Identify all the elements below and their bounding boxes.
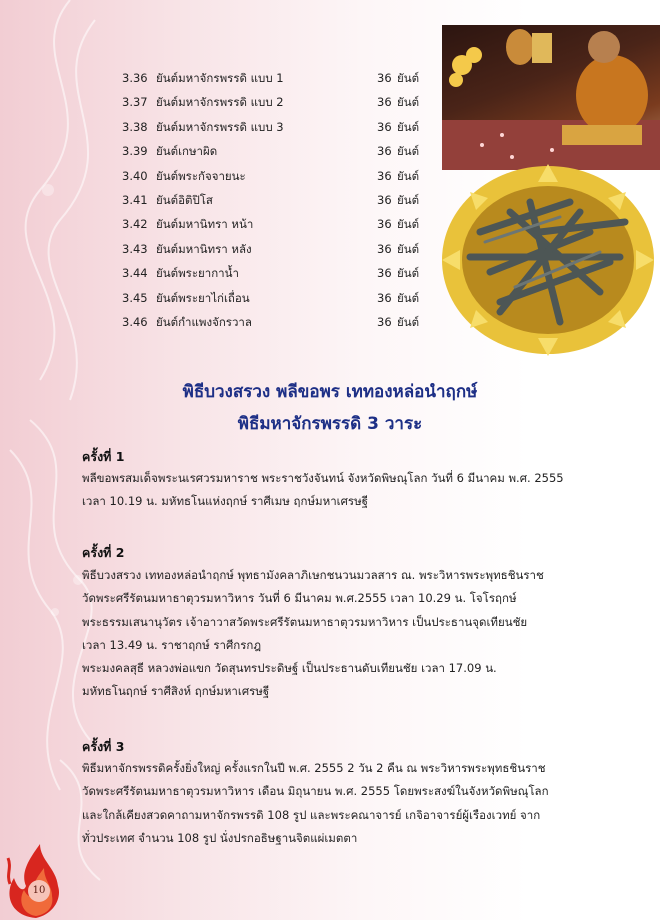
index-number: 3.44 [122,266,148,281]
body-line: พระธรรมเสนานุวัตร เจ้าอาวาสวัดพระศรีรัตนมหาธาตุวรมหาวิหาร เป็นประธานจุดเทียนชัย [82,614,528,629]
section-body [82,564,598,704]
body-line: พิธีบวงสรวง เททองหล่อนำฤกษ์ พุทธามังคลาภิเษกชนวนมวลสาร ณ. พระวิหารพระพุทธชินราช [82,568,544,582]
index-unit: ยันต์ [397,290,420,305]
index-row [122,261,432,285]
index-name: ยันต์พระยากาน้ำ [156,266,239,281]
body-line: วัดพระศรีรัตนมหาธาตุวรมหาวิหาร วันที่ 6 มีนาคม พ.ศ.2555 เวลา 10.29 น. โจโรฤกษ์ [82,591,517,606]
index-name: ยันต์มหาจักรพรรดิ แบบ 1 [156,71,284,85]
body-line: ทั่วประเทศ จำนวน 108 รูป นั่งปรกอธิษฐานจิตแผ่เมตตา [82,830,358,845]
index-unit: ยันต์ [397,217,420,232]
body-line: วัดพระศรีรัตนมหาธาตุวรมหาวิหาร เดือน มิถุนายน พ.ศ. 2555 โดยพระสงฆ์ในจังหวัดพิษณุโลก [82,784,549,799]
index-count: 36 [377,168,392,183]
index-row [122,286,432,310]
section-title: ครั้งที่ 1 [82,449,125,464]
index-count: 36 [377,314,392,329]
index-number: 3.38 [122,119,148,134]
index-number: 3.46 [122,314,148,329]
body-line: เวลา 13.49 น. ราชาฤกษ์ ราศีกรกฎ [82,637,262,652]
flame-ornament-icon [0,838,72,920]
index-row [122,66,432,90]
monk-ceremony-photo [442,25,660,170]
body-line: เวลา 10.19 น. มหัทธโนแห่งฤกษ์ ราศีเมษ ฤกษ์มหาเศรษฐี [82,494,369,509]
index-name: ยันต์พระกัจจายนะ [156,168,246,183]
body-line: พระมงคลสุธี หลวงพ่อแขก วัดสุนทรประดิษฐ์ เป็นประธานดับเทียนชัย เวลา 17.09 น. [82,661,497,676]
index-name: ยันต์พระยาไก่เถื่อน [156,290,250,305]
index-count: 36 [377,241,392,256]
index-count: 36 [377,266,392,281]
index-unit: ยันต์ [397,241,420,256]
index-unit: ยันต์ [397,144,420,159]
index-row [122,139,432,163]
index-number: 3.36 [122,71,148,85]
index-count: 36 [377,192,392,207]
index-count: 36 [377,95,392,110]
index-name: ยันต์มหาจักรพรรดิ แบบ 3 [156,119,284,134]
index-unit: ยันต์ [397,168,420,183]
index-unit: ยันต์ [397,192,420,207]
index-row [122,310,432,334]
index-number: 3.39 [122,144,148,159]
body-line: พิธีมหาจักรพรรดิครั้งยิ่งใหญ่ ครั้งแรกในปี พ.ศ. 2555 2 วัน 2 คืน ณ พระวิหารพระพุทธชินราช [82,761,546,775]
index-unit: ยันต์ [397,314,420,329]
index-number: 3.42 [122,217,148,232]
index-unit: ยันต์ [397,266,420,281]
body-line: มหัทธโนฤกษ์ ราศีสิงห์ ฤกษ์มหาเศรษฐี [82,684,270,699]
index-number: 3.40 [122,168,148,183]
index-name: ยันต์เกษาผิด [156,144,218,159]
index-unit: ยันต์ [397,95,420,110]
index-count: 36 [377,144,392,159]
index-row [122,212,432,236]
index-count: 36 [377,119,392,134]
index-name: ยันต์มหาจักรพรรดิ แบบ 2 [156,95,284,110]
gold-tray-metal-rods-image [440,162,656,358]
index-row [122,90,432,114]
index-number: 3.43 [122,241,148,256]
index-unit: ยันต์ [397,119,420,134]
ceremony-heading-line2: พิธีมหาจักรพรรดิ 3 วาระ [237,414,423,434]
index-name: ยันต์มหานิทรา หน้า [156,217,254,232]
ceremony-heading-line1: พิธีบวงสรวง พลีขอพร เททองหล่อนำฤกษ์ [182,382,478,402]
index-unit: ยันต์ [397,71,420,85]
index-number: 3.41 [122,192,148,207]
yantra-index-list [122,66,432,334]
section-body [82,757,598,850]
index-number: 3.37 [122,95,148,110]
index-name: ยันต์อิติปิโส [156,192,213,207]
index-name: ยันต์กำแพงจักรวาล [156,314,252,329]
page-number: 10 [28,880,50,902]
index-count: 36 [377,71,392,85]
index-count: 36 [377,217,392,232]
section-title: ครั้งที่ 2 [82,545,125,560]
body-line: พลีขอพรสมเด็จพระนเรศวรมหาราช พระราชวังจันทน์ จังหวัดพิษณุโลก วันที่ 6 มีนาคม พ.ศ. 2555 [82,471,564,485]
section-title: ครั้งที่ 3 [82,739,125,754]
index-row [122,188,432,212]
index-row [122,237,432,261]
section-body [82,467,598,514]
index-name: ยันต์มหานิทรา หลัง [156,241,252,256]
index-row [122,115,432,139]
index-count: 36 [377,290,392,305]
body-line: และใกล้เคียงสวดคาถามหาจักรพรรดิ 108 รูป และพระคณาจารย์ เกจิอาจารย์ผู้เรืองเวทย์ จาก [82,807,541,822]
index-row [122,164,432,188]
index-number: 3.45 [122,290,148,305]
